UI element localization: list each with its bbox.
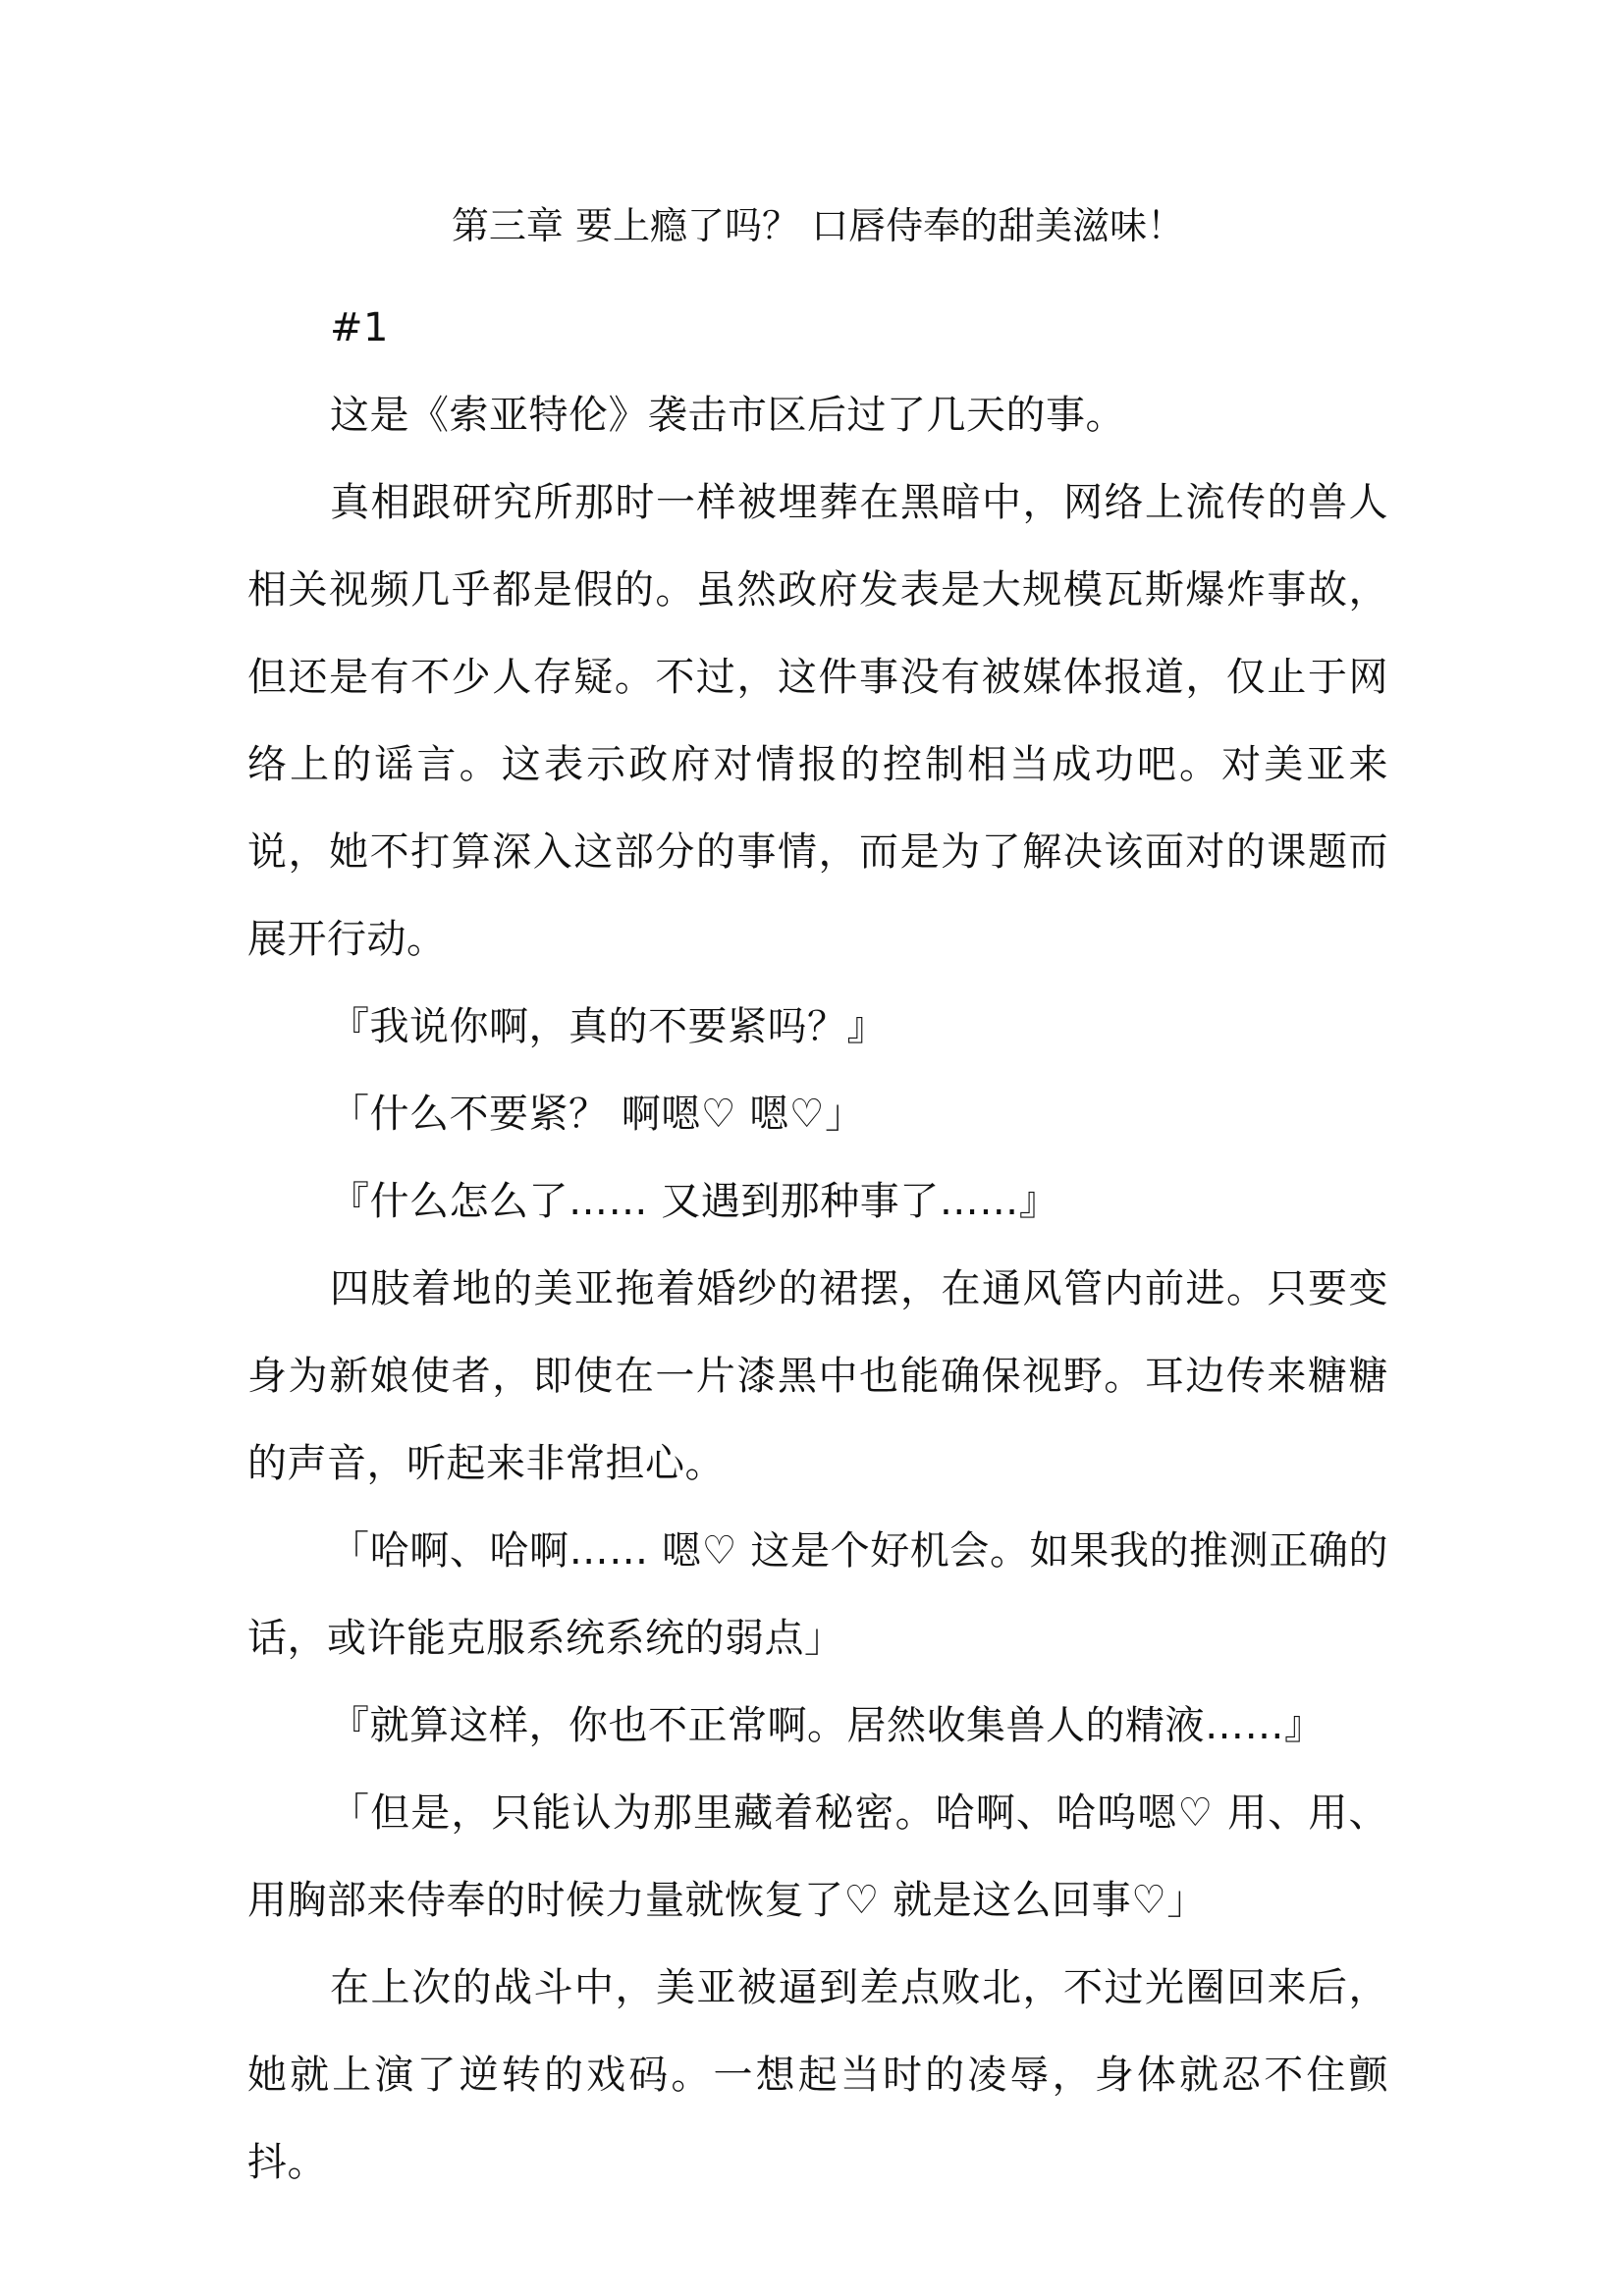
chapter-title: 第三章 要上瘾了吗？ 口唇侍奉的甜美滋味！ — [451, 204, 1185, 247]
dialogue-line-5: 『就算这样，你也不正常啊。居然收集兽人的精液……』 — [330, 1703, 1325, 1748]
dialogue-line-4: 「哈啊、哈啊…… 嗯♡ 这是个好机会。如果我的推测正确的话，或许能克服系统系统的弱点」 — [247, 1528, 1388, 1661]
paragraph-4: 在上次的战斗中，美亚被逼到差点败北，不过光圈回来后，她就上演了逆转的戏码。一想起当时的凌辱，身体就忍不住颤抖。 — [247, 1965, 1388, 2185]
text-body — [247, 196, 1388, 2207]
paragraph-1: 这是《索亚特伦》袭击市区后过了几天的事。 — [330, 393, 1125, 438]
dialogue-line-1: 『我说你啊，真的不要紧吗？』 — [330, 1004, 887, 1049]
section-mark: #1 — [330, 305, 389, 350]
paragraph-3: 四肢着地的美亚拖着婚纱的裙摆，在通风管内前进。只要变身为新娘使者，即使在一片漆黑中也能确保视野。耳边传来糖糖的声音，听起来非常担心。 — [247, 1266, 1388, 1486]
paragraph-2: 真相跟研究所那时一样被埋葬在黑暗中，网络上流传的兽人相关视频几乎都是假的。虽然政府发表是大规模瓦斯爆炸事故，但还是有不少人存疑。不过，这件事没有被媒体报道，仅止于网络上的谣言。这表示政府对情报的控制相当成功吧。对美亚来说，她不打算深入这部分的事情，而是为了解决该面对的课题而展开行动。 — [247, 480, 1388, 962]
dialogue-line-3: 『什么怎么了…… 又遇到那种事了……』 — [330, 1179, 1059, 1224]
dialogue-line-6: 「但是，只能认为那里藏着秘密。哈啊、哈呜嗯♡ 用、用、用胸部来侍奉的时候力量就恢复了♡ 就是这么回事♡」 — [247, 1790, 1388, 1923]
dialogue-line-2: 「什么不要紧？ 啊嗯♡ 嗯♡」 — [330, 1092, 865, 1137]
